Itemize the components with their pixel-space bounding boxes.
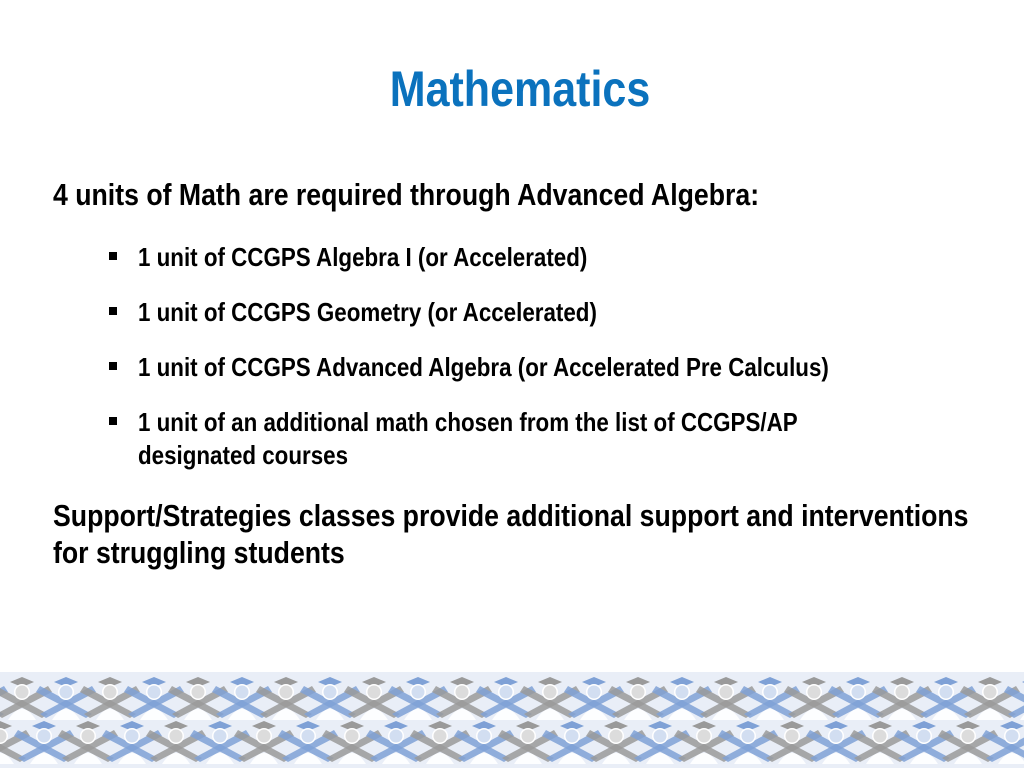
square-bullet-icon: [109, 307, 117, 315]
lead-text-support-classes: Support/Strategies classes provide additional support and interventions for struggling students: [53, 498, 969, 571]
bullet-text: 1 unit of an additional math chosen from the list of CCGPS/AP designated courses: [138, 406, 798, 471]
bullet-text: 1 unit of CCGPS Geometry (or Accelerated): [138, 296, 597, 327]
slide-title: Mathematics: [389, 61, 651, 117]
square-bullet-icon: [109, 252, 117, 260]
lead-text-math-units: 4 units of Math are required through Advanced Algebra:: [53, 177, 760, 212]
bullet-list: [53, 241, 973, 473]
bullet-item: [107, 296, 973, 330]
square-bullet-icon: [109, 417, 117, 425]
bullet-item: [107, 241, 973, 275]
footer-pattern: [0, 672, 1024, 768]
graduate-figures-border-icon: [0, 672, 1024, 768]
bullet-text: 1 unit of CCGPS Advanced Algebra (or Accelerated Pre Calculus): [138, 351, 829, 382]
square-bullet-icon: [109, 362, 117, 370]
bullet-item: [107, 351, 973, 385]
bullet-text: 1 unit of CCGPS Algebra I (or Accelerated): [138, 242, 588, 273]
slide-body: [53, 176, 973, 572]
bullet-item: [107, 406, 973, 474]
